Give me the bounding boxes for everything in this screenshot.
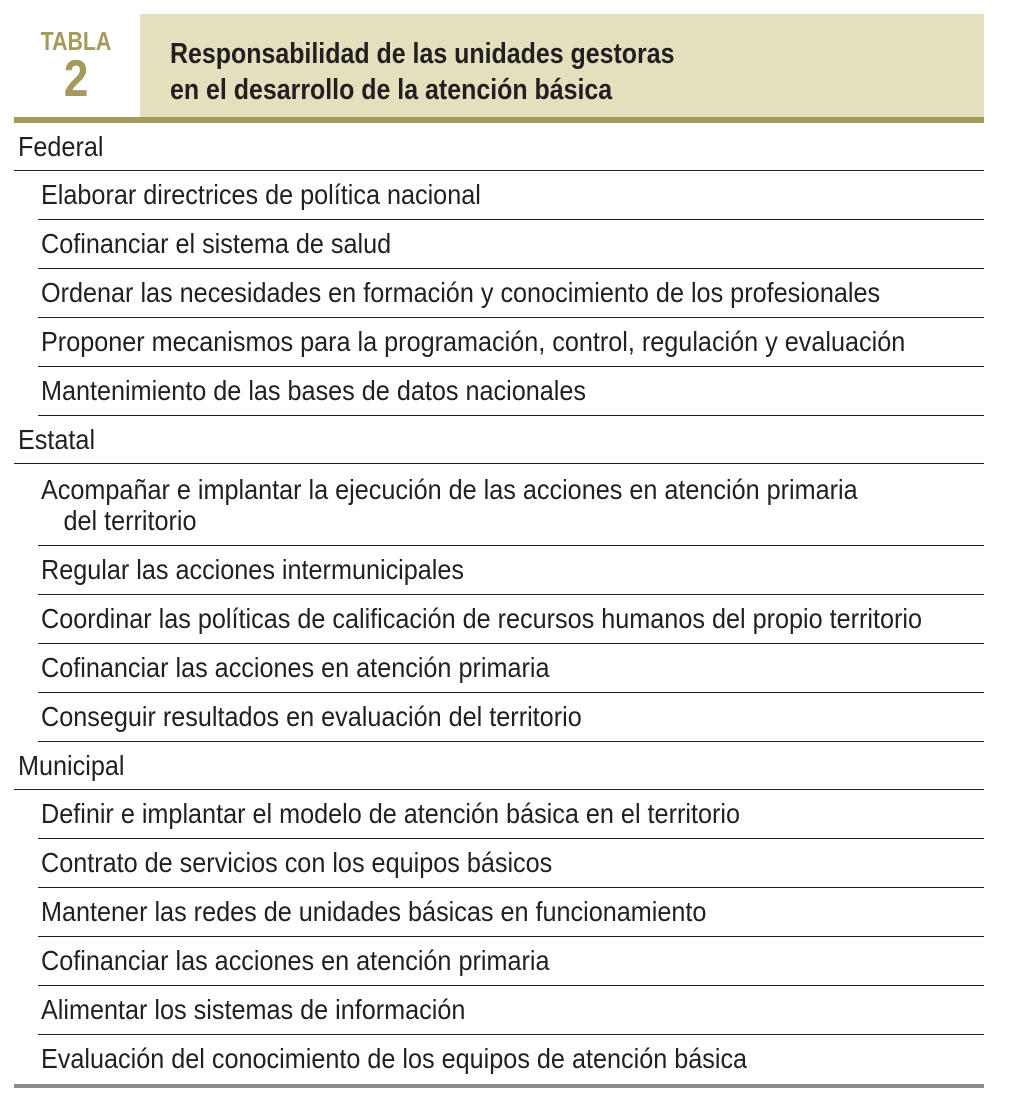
list-item-line-2: del territorio xyxy=(63,505,197,536)
list-item: Coordinar las políticas de calificación de recursos humanos del propio territorio xyxy=(38,595,984,644)
section-label: Federal xyxy=(18,131,104,162)
table-bottom-rule xyxy=(14,1084,984,1088)
list-item: Mantener las redes de unidades básicas en funcionamiento xyxy=(38,888,984,937)
table-tag-label: TABLA xyxy=(40,26,112,56)
section-municipal xyxy=(14,742,984,790)
list-item: Conseguir resultados en evaluación del territorio xyxy=(38,693,984,742)
list-item xyxy=(38,464,984,546)
table-number: 2 xyxy=(63,50,89,108)
list-item: Regular las acciones intermunicipales xyxy=(38,546,984,595)
table-header xyxy=(14,14,984,123)
section-federal xyxy=(14,123,984,171)
table-2 xyxy=(14,14,984,1088)
table-title xyxy=(140,14,984,117)
list-item: Elaborar directrices de política nacional xyxy=(38,171,984,220)
table-title-line-1: Responsabilidad de las unidades gestoras xyxy=(170,38,675,70)
section-label: Estatal xyxy=(18,424,96,455)
table-tag xyxy=(14,14,138,117)
list-item: Evaluación del conocimiento de los equipos de atención básica xyxy=(41,1043,748,1074)
list-item: Definir e implantar el modelo de atención básica en el territorio xyxy=(38,790,984,839)
list-item: Proponer mecanismos para la programación, control, regulación y evaluación xyxy=(38,318,984,367)
section-label: Municipal xyxy=(18,750,125,781)
list-item: Contrato de servicios con los equipos básicos xyxy=(38,839,984,888)
section-municipal-items xyxy=(38,790,984,1084)
list-item: Cofinanciar las acciones en atención primaria xyxy=(38,937,984,986)
section-estatal-items xyxy=(38,464,984,742)
list-item: Cofinanciar las acciones en atención primaria xyxy=(38,644,984,693)
list-item: Alimentar los sistemas de información xyxy=(38,986,984,1035)
list-item-line-1: Acompañar e implantar la ejecución de las acciones en atención primaria xyxy=(41,474,858,505)
list-item: Ordenar las necesidades en formación y conocimiento de los profesionales xyxy=(38,269,984,318)
section-estatal xyxy=(14,416,984,464)
section-federal-items xyxy=(38,171,984,416)
list-item: Mantenimiento de las bases de datos nacionales xyxy=(38,367,984,416)
list-item: Cofinanciar el sistema de salud xyxy=(38,220,984,269)
table-title-line-2: en el desarrollo de la atención básica xyxy=(170,74,613,106)
